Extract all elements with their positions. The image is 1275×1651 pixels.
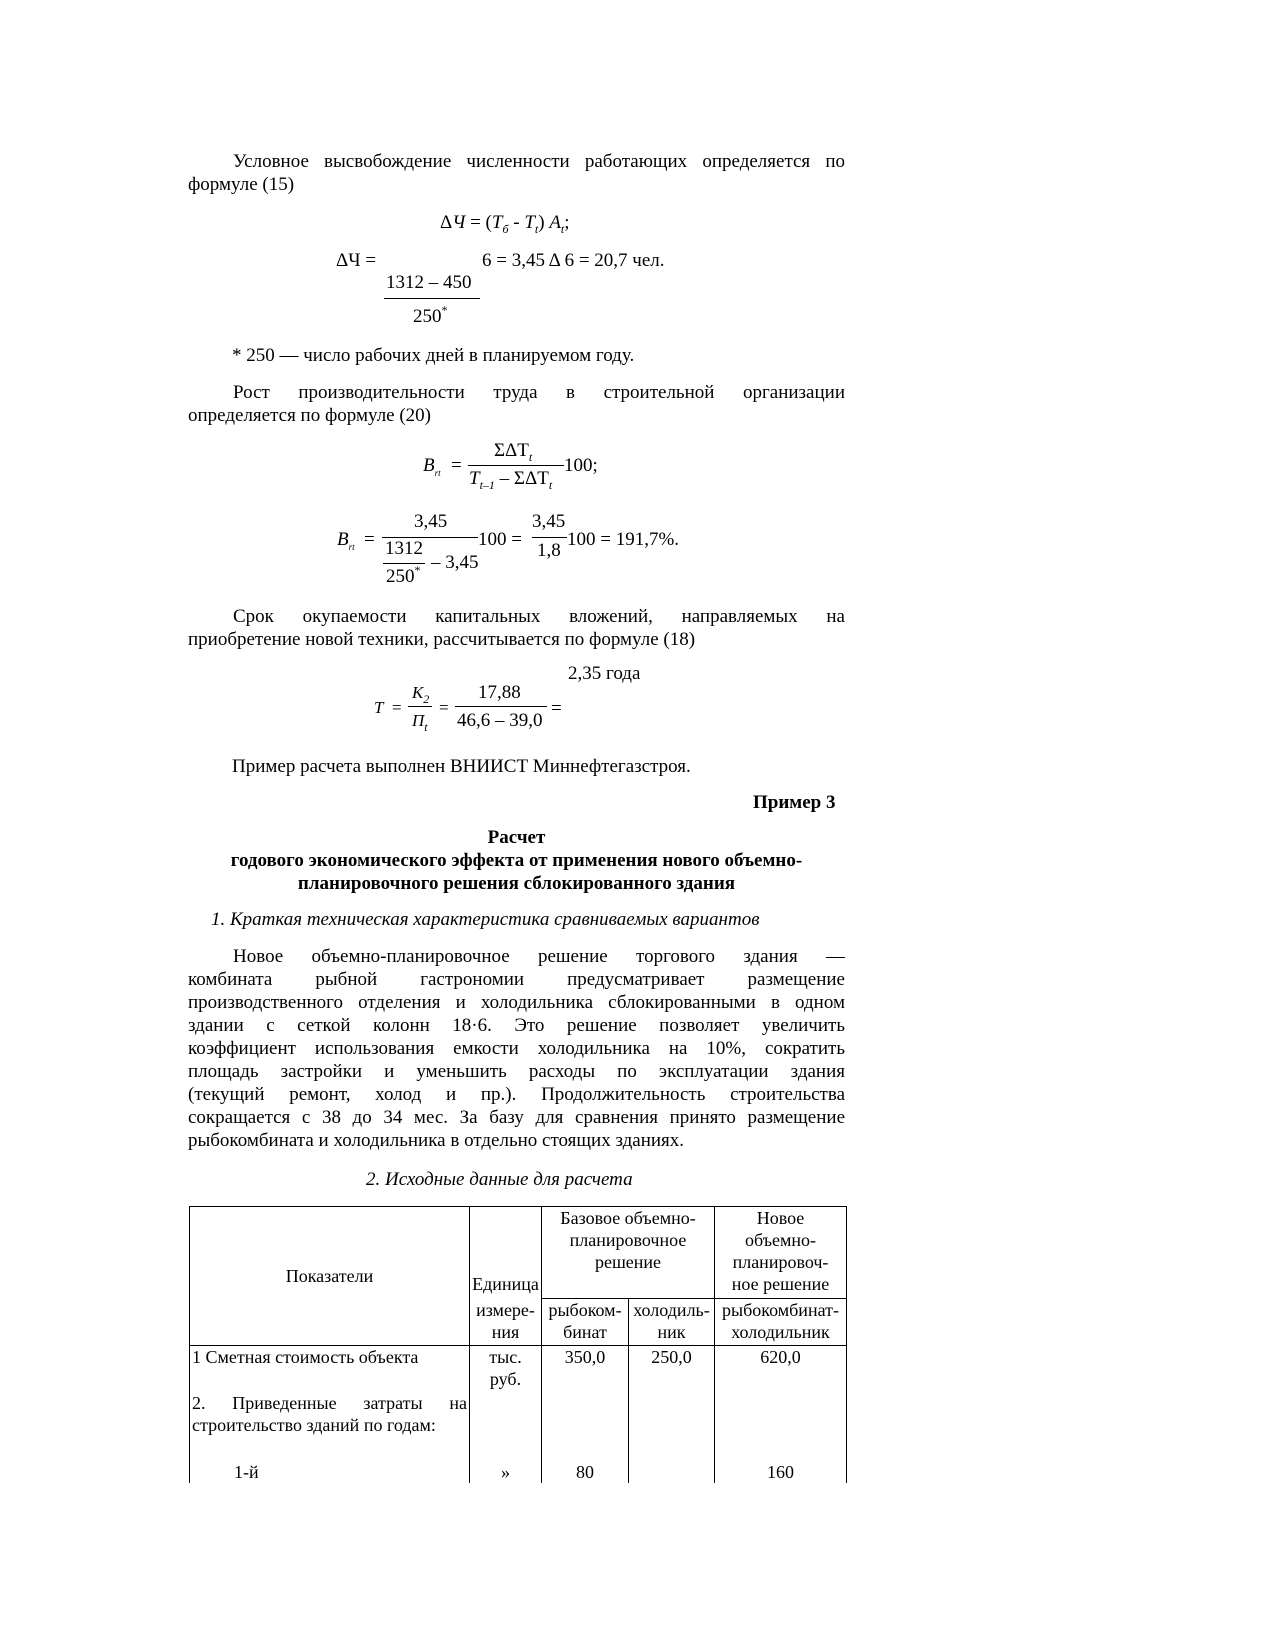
paragraph-line: комбината рыбной гастрономии предусматривает размещение [188,969,845,990]
paragraph-payback [188,605,845,651]
row-name: 1 Сметная стоимость объекта [190,1346,470,1392]
formula-15 [440,212,570,234]
row-value [715,1392,847,1461]
formula-productivity-lhs [337,529,355,551]
formula-18-k [412,683,430,706]
paragraph-productivity [188,381,845,427]
paragraph-release [188,150,845,196]
formula-subscript: rt [434,468,441,478]
table-row [190,1346,847,1392]
formula-18-t: Т [374,698,384,717]
formula-symbol: - [508,212,525,233]
formula-productivity-num2: 3,45 [532,511,566,532]
header-new-solution: Новое объемно- планировоч- ное решение [715,1207,847,1299]
formula-18-denominator: 46,6 – 39,0 [457,710,543,731]
heading-line: годового экономического эффекта от применения нового объемно- [230,850,803,871]
header-unit-top: Единица [470,1207,542,1299]
formula-18-p [412,711,428,734]
formula-release-rhs: 6 = 3,45 Δ 6 = 20,7 чел. [482,250,665,271]
formula-subscript: t [560,222,565,236]
row-value [629,1461,715,1483]
row-name: 1-й [190,1461,470,1483]
table-row [190,1461,847,1483]
formula-symbol: Δ [440,212,453,233]
formula-symbol: В [423,455,435,476]
formula-subscript: t [528,450,533,464]
formula-subscript: б [502,222,509,236]
formula-productivity-inner-num: 1312 [385,538,423,559]
fraction-bar [384,298,480,299]
formula-symbol: К [412,683,424,702]
fraction-bar [468,465,564,466]
formula-20-numerator [494,440,532,462]
row-value: 620,0 [715,1346,847,1392]
paragraph-line: приобретение новой техники, рассчитывается по формуле (18) [188,629,696,650]
footnote-mark: * [414,563,421,577]
formula-18-eq3: = [551,698,562,719]
fraction-bar [408,706,432,707]
formula-productivity-inner-den [386,563,421,588]
row-name: 2. Приведенные затраты на строительство зданий по годам: [190,1392,470,1461]
row-value: 350,0 [542,1346,629,1392]
formula-subscript: rt [348,542,355,552]
formula-subscript: t [534,222,539,236]
heading-line: Расчет [487,827,546,848]
paragraph-line: формуле (15) [188,174,295,195]
formula-release-numerator: 1312 – 450 [386,272,472,293]
header-base-solution: Базовое объемно- планировочное решение [542,1207,715,1299]
formula-productivity-mid: 100 = [478,529,522,550]
header-unit-bottom: измере- ния [470,1299,542,1346]
formula-20-eq: = [451,455,462,476]
paragraph-line: здании с сеткой колонн 18·6. Это решение позволяет увеличить [188,1015,845,1036]
formula-productivity-inner-minus: – 3,45 [431,552,479,573]
paragraph-line: Срок окупаемости капитальных вложений, направляемых на [233,606,845,627]
paragraph-line: Рост производительности труда в строительной организации [233,382,845,403]
paragraph-line: рыбокомбината и холодильника в отдельно стоящих зданиях. [188,1130,685,1151]
paragraph-line: (текущий ремонт, холод и пр.). Продолжительность строительства [188,1084,845,1105]
header-indicators: Показатели [190,1207,470,1346]
formula-symbol: ; [564,212,570,233]
row-unit: » [470,1461,542,1483]
example-label: Пример 3 [753,792,836,813]
paragraph-line: Новое объемно-планировочное решение торгового здания — [233,946,845,967]
section-title-1: 1. Краткая техническая характеристика сравниваемых вариантов [211,909,760,930]
formula-18-result: 2,35 года [568,663,641,684]
formula-productivity-eq: = [364,529,375,550]
formula-productivity-tail: 100 = 191,7%. [567,529,680,550]
formula-symbol: Т [469,468,480,489]
formula-symbol: Т [524,212,535,233]
paragraph-line: производственного отделения и холодильника сблокированными в одном [188,992,845,1013]
formula-subscript: t [548,478,553,492]
header-refrigerator: холодиль- ник [629,1299,715,1346]
formula-symbol: – ΣΔТ [494,468,549,489]
formula-18-eq2: = [439,698,449,717]
table-row [190,1392,847,1461]
formula-symbol: ) [538,212,550,233]
table-header-row [190,1207,847,1299]
fraction-bar [455,706,547,707]
formula-18-numerator: 17,88 [478,682,521,703]
row-unit [470,1392,542,1461]
row-value [629,1392,715,1461]
row-value: 250,0 [629,1346,715,1392]
paragraph-line: определяется по формуле (20) [188,405,432,426]
paragraph-line: коэффициент использования емкости холодильника на 10%, сократить [188,1038,845,1059]
section-title-2: 2. Исходные данные для расчета [366,1169,633,1190]
denominator-value: 250 [413,306,442,327]
heading-line: планировочного решения сблокированного здания [297,873,736,894]
formula-20-lhs [423,455,441,477]
paragraph-line: сокращается с 38 до 34 мес. За базу для сравнения принято размещение [188,1107,845,1128]
header-fish-plant-refrigerator: рыбокомбинат- холодильник [715,1299,847,1346]
formula-productivity-num1: 3,45 [414,511,448,532]
formula-release-lhs: ΔЧ = [336,250,377,271]
formula-symbol: Ч [452,212,466,233]
formula-symbol: Т [491,212,503,233]
header-fish-plant: рыбоком- бинат [542,1299,629,1346]
source-data-table [189,1206,847,1483]
footnote-working-days: * 250 — число рабочих дней в планируемом году. [232,345,635,366]
numerator-value: ΣΔТ [494,440,529,461]
formula-symbol: П [412,711,425,730]
row-value: 80 [542,1461,629,1483]
formula-release-denominator [413,303,448,328]
formula-subscript: 2 [423,692,430,706]
formula-subscript: t–1 [479,478,495,492]
fraction-bar [532,537,567,538]
paragraph-example-author: Пример расчета выполнен ВНИИСТ Миннефтегазстроя. [232,756,691,777]
paragraph-line: Условное высвобождение численности работающих определяется по [233,151,845,172]
section-heading [188,826,845,895]
formula-20-tail: 100; [564,455,598,476]
formula-symbol: А [549,212,561,233]
formula-symbol: В [337,529,349,550]
formula-productivity-den2: 1,8 [537,540,561,561]
formula-18-eq1: = [392,698,402,717]
denominator-value: 250 [386,566,415,587]
footnote-mark: * [441,303,448,317]
paragraph-line: площадь застройки и уменьшить расходы по эксплуатации здания [188,1061,845,1082]
paragraph-description [188,945,845,1152]
row-value [542,1392,629,1461]
formula-20-denominator [469,468,552,490]
row-value: 160 [715,1461,847,1483]
row-unit: тыс. руб. [470,1346,542,1392]
formula-subscript: t [424,720,428,734]
formula-symbol: = ( [465,212,492,233]
